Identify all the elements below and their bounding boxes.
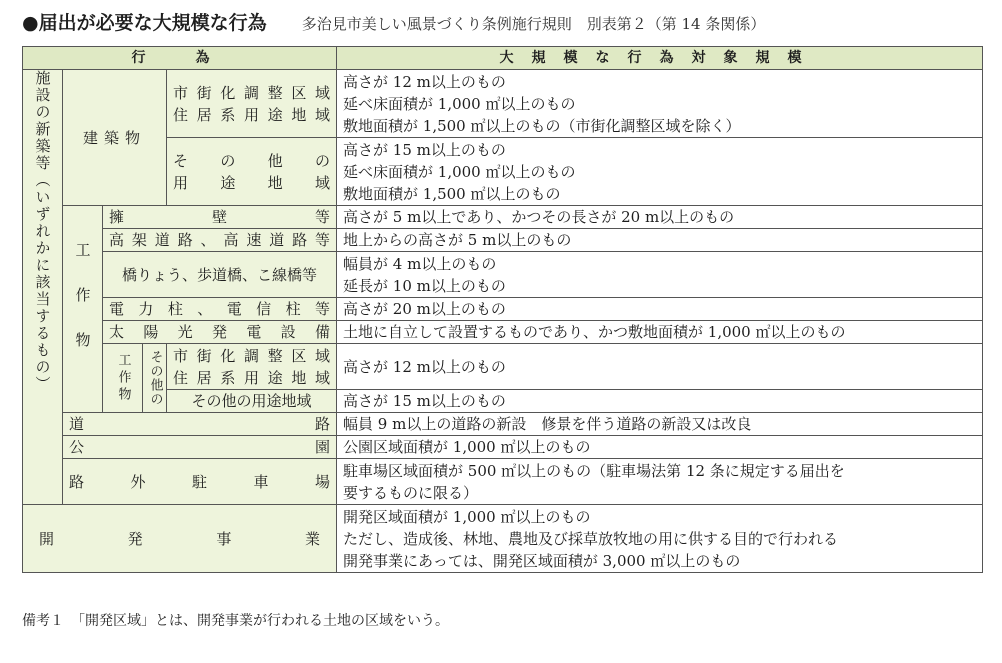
table-row <box>23 138 983 206</box>
scale-cell: 駐車場区域面積が 500 ㎡以上のもの（駐車場法第 12 条に規定する届出を 要するものに限る） <box>337 459 983 505</box>
page-header <box>22 8 982 38</box>
structure-item: 太陽光発電設備 <box>103 321 337 344</box>
category-building: 建築物 <box>63 70 167 206</box>
group-label-new-construction: 施設の新築等（いずれかに該当するもの） <box>23 70 63 505</box>
table-row <box>23 413 983 436</box>
header-scale: 大規模な行為対象規模 <box>337 47 983 70</box>
table-row <box>23 206 983 229</box>
zone-cell: そ の 他 の 用 途 地 域 <box>167 138 337 206</box>
other-structure-label-a: 工作物 <box>103 344 143 413</box>
footnote: 備考１ 「開発区域」とは、開発事業が行われる土地の区域をいう。 <box>22 613 449 629</box>
scale-cell: 高さが 20 m以上のもの <box>337 298 983 321</box>
category-park: 公園 <box>63 436 337 459</box>
page-title: 届出が必要な大規模な行為 <box>38 12 267 34</box>
table-header-row <box>23 47 983 70</box>
header-act: 行 為 <box>23 47 337 70</box>
scale-cell: 土地に自立して設置するものであり、かつ敷地面積が 1,000 ㎡以上のもの <box>337 321 983 344</box>
table-row <box>23 344 983 390</box>
scale-cell: 高さが 15 m以上のもの <box>337 390 983 413</box>
scale-cell: 幅員が 4 m以上のもの 延長が 10 m以上のもの <box>337 252 983 298</box>
structure-item: 電力柱、電信柱等 <box>103 298 337 321</box>
table-row <box>23 321 983 344</box>
table-row <box>23 229 983 252</box>
scale-cell: 高さが 12 m以上のもの 延べ床面積が 1,000 ㎡以上のもの 敷地面積が 1,500 ㎡以上のもの（市街化調整区域を除く） <box>337 70 983 138</box>
table-row <box>23 459 983 505</box>
category-road: 道路 <box>63 413 337 436</box>
structure-item: 擁壁等 <box>103 206 337 229</box>
source-reference: 多治見市美しい風景づくり条例施行規則 別表第２（第 14 条関係） <box>301 15 766 33</box>
other-structure-label-b: その他の <box>143 344 167 413</box>
category-structure: 工作物 <box>63 206 103 413</box>
table-row <box>23 70 983 138</box>
scale-cell: 開発区域面積が 1,000 ㎡以上のもの ただし、造成後、林地、農地及び採草放牧地の用に供する目的で行われる 開発事業にあっては、開発区域面積が 3,000 ㎡以上のもの <box>337 505 983 573</box>
scale-cell: 幅員 9 m以上の道路の新設 修景を伴う道路の新設又は改良 <box>337 413 983 436</box>
structure-item: 橋りょう、歩道橋、こ線橋等 <box>103 252 337 298</box>
table-row <box>23 252 983 298</box>
table-row <box>23 436 983 459</box>
table-row <box>23 390 983 413</box>
regulation-table <box>22 46 983 573</box>
title-bullet: ● <box>22 12 39 34</box>
scale-cell: 地上からの高さが 5 m以上のもの <box>337 229 983 252</box>
scale-cell: 高さが 5 m以上であり、かつその長さが 20 m以上のもの <box>337 206 983 229</box>
table-row <box>23 505 983 573</box>
structure-item: 高架道路、高速道路等 <box>103 229 337 252</box>
table-row <box>23 298 983 321</box>
category-parking: 路外駐車場 <box>63 459 337 505</box>
zone-cell: 市街化調整区域 住居系用途地域 <box>167 344 337 390</box>
scale-cell: 公園区域面積が 1,000 ㎡以上のもの <box>337 436 983 459</box>
category-development: 開発事業 <box>23 505 337 573</box>
zone-cell: その他の用途地域 <box>167 390 337 413</box>
zone-cell: 市街化調整区域 住居系用途地域 <box>167 70 337 138</box>
scale-cell: 高さが 12 m以上のもの <box>337 344 983 390</box>
scale-cell: 高さが 15 m以上のもの 延べ床面積が 1,000 ㎡以上のもの 敷地面積が 1,500 ㎡以上のもの <box>337 138 983 206</box>
